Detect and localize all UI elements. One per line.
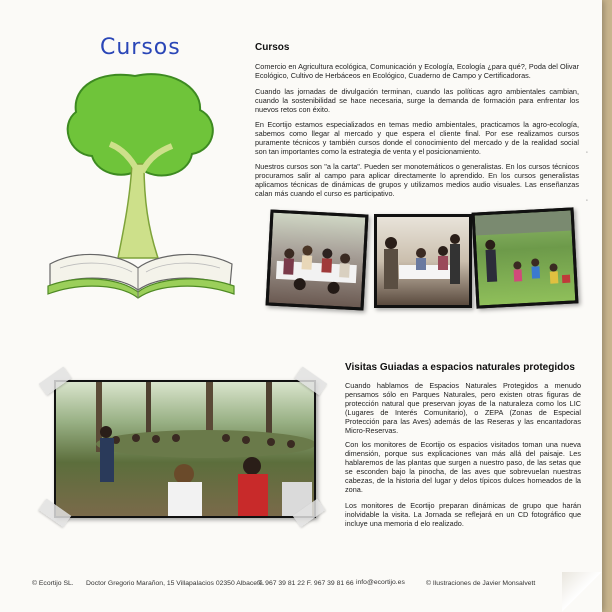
tree-book-illustration xyxy=(40,68,240,308)
margin-mark: ◦ xyxy=(585,198,588,204)
course-photo-2 xyxy=(374,214,472,308)
visitas-paragraph-1: Cuando hablamos de Espacios Naturales Protegidos a menudo pensamos sólo en Parques Naturales, pero existen otras figuras de protección natural que preservan joyas de la naturaleza como los LIC (Lugares de Interés Comunitario), o ZEPA (Zonas de Especial Protección para las Aves) además de las Reseras y las encantadoras Micro-Reservas. xyxy=(345,381,581,435)
course-photo-1 xyxy=(266,210,369,311)
cursos-paragraph-2: Cuando las jornadas de divulgación terminan, cuando las políticas agro ambientales cambian, cuando la sostenibilidad se hace necesaria, surge la demanda de formación para enfrentar los nuevos retos con éxito. xyxy=(255,87,579,114)
visitas-title: Visitas Guiadas a espacios naturales protegidos xyxy=(345,362,575,373)
footer-phone: T. 967 39 81 22 F. 967 39 81 66 xyxy=(258,580,354,587)
cursos-paragraph-1: Comercio en Agricultura ecológica, Comunicación y Ecología, Ecología ¿para qué?, Poda del Olivar Ecológico, Cultivo de Herbáceos en Ecológico, Cuaderno de Campo y Certificadoras. xyxy=(255,62,579,80)
cursos-paragraph-3: En Ecortijo estamos especializados en temas medio ambientales, practicamos la agro-ecología, sabemos como llegar al mercado y que espera el cliente final. Por ese realizamos cursos puramente técnicos y también cursos donde el conocimiento del mercado y de la realidad social son tan importantes como la estrategia de venta y el posicionamiento. xyxy=(255,120,579,156)
cursos-hand-title: Cursos xyxy=(100,35,181,60)
visitas-paragraph-2: Con los monitores de Ecortijo os espacios visitados toman una nueva dimensión, porque sus explicaciones van más allá del paisaje. Les hablaremos de las plantas que surgen a nuestro paso, de las setas que se esconden bajo la pinocha, de las aves que sobrevuelan nuestras cabezas, de la historia del lugar y delos típicos dulces horneados de la zona. xyxy=(345,440,581,494)
footer-email-link[interactable]: info@ecortijo.es xyxy=(356,579,405,586)
page-curl xyxy=(562,572,602,612)
cursos-title: Cursos xyxy=(255,42,290,53)
visitas-paragraph-3: Los monitores de Ecortijo preparan dinámicas de grupo que harán inolvidable la visita. La Jornada se reflejará en un CD fotográfico que incluye una memoria d elo realizado. xyxy=(345,501,581,528)
footer-credits: © Ilustraciones de Javier Monsalvett xyxy=(426,580,536,587)
footer-copyright: © Ecortijo SL. xyxy=(32,580,74,587)
cursos-paragraph-4: Nuestros cursos son "a la carta". Pueden ser monotemáticos o generalistas. En los cursos técnicos procuramos salir al campo para aplicar directamente lo aprendido. En los cursos generalistas aplicamos técnicas de dinámicas de grupos y utilizamos medios audio visuales. Las enseñanzas calan más cuando el curso es participativo. xyxy=(255,162,579,198)
margin-mark: ◦ xyxy=(585,150,588,156)
course-photo-3 xyxy=(472,207,579,308)
forest-visit-photo xyxy=(54,380,316,518)
footer-address: Doctor Gregorio Marañon, 15 Villapalacios 02350 Albacete. xyxy=(86,580,265,587)
